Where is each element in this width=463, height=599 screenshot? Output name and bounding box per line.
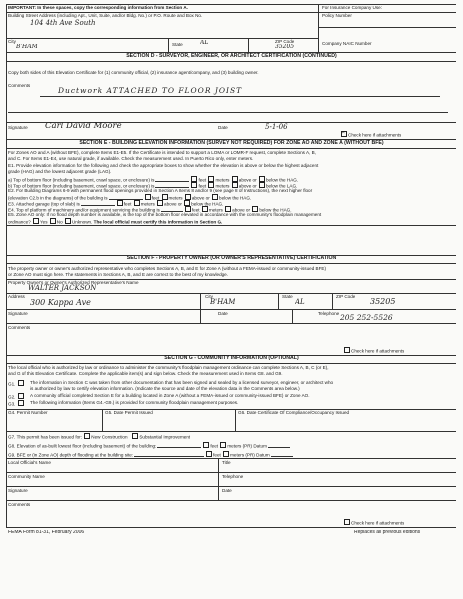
g1-text-2: is authorized by law to certify elevation information. (Indicate the source and date of the elevation data in the Comments area below.) (30, 386, 300, 391)
section-e-e1-2: grade (HAG) and the lowest adjacent grade (LAG). (8, 169, 112, 174)
g6-label: G6. Date Certificate Of Compliance/Occupancy Issued (238, 410, 350, 415)
section-f-date-label: Date (218, 311, 228, 316)
g1-text: The information in Section C was taken from other documentation that has been signed and sealed by a licensed surveyor, engineer, or architect who (30, 380, 334, 385)
section-d-date-label: Date (218, 125, 228, 130)
e4-row: E4. Top of platform of machinery and/or equipment servicing the building is feet meters above or below the HAG. (8, 207, 292, 213)
section-d-attach[interactable] (340, 131, 401, 138)
zip-label: ZIP Code (275, 39, 295, 44)
policy-number-label: Policy Number (322, 13, 352, 18)
state-label: State (172, 42, 183, 47)
section-g-title: SECTION G - COMMUNITY INFORMATION (OPTIONAL) (164, 355, 299, 361)
section-e-e2-1: E2. For Building Diagrams 6-9 with permanent flood openings provided in Section A Items 8 and/or 9 (see page 8 of Instructions), the next higher floor (8, 188, 313, 193)
section-d-attach-label: Check here if attachments (348, 132, 402, 138)
section-f-zip-label: ZIP Code (336, 294, 356, 299)
g-community-name-label: Community Name (8, 474, 45, 479)
section-e-title: SECTION E - BUILDING ELEVATION INFORMATION (SURVEY NOT REQUIRED) FOR ZONE AO AND ZONE A (WITHOUT BFE) (79, 140, 384, 146)
section-d-comments-value: Ductwork ATTACHED TO FLOOR JOIST (58, 87, 243, 95)
section-f-attach-label: Check here if attachments (351, 348, 405, 354)
section-f-title: SECTION F - PROPERTY OWNER (OR OWNER'S REPRESENTATIVE) CERTIFICATION (126, 255, 337, 261)
city-label: City (8, 39, 16, 44)
g3-text: The following information (Items G4.-G9.) is provided for community floodplain management purposes. (30, 400, 239, 405)
section-f-city-label: City (205, 294, 213, 299)
section-e-intro-1: For Zones AO and A (without BFE), complete Items E1-E5. If the Certificate is intended to support a LOMA or LOMR-F request, complete Sections A, B, (8, 150, 316, 155)
section-f-signature-label: Signature (8, 311, 28, 316)
g8-row: G8. Elevation of as-built lowest floor (including basement) of the building: feet meters (PR) Datum (8, 442, 454, 449)
section-e-intro-2: and C. For Items E1-E4, use natural grade, if available. Check the measurement used. In Puerto Rico only, enter meters. (8, 156, 254, 161)
g-signature-label: Signature (8, 488, 28, 493)
section-f-telephone-label: Telephone (318, 311, 340, 316)
g2-checkbox[interactable] (18, 393, 24, 399)
g3-row: G3. (8, 400, 25, 407)
g2-row: G2. (8, 393, 25, 400)
g5-label: G5. Date Permit Issued (105, 410, 153, 415)
e5-row: ordinance? Yes No Unknown. The local official must certify this information in Section G. (8, 219, 223, 225)
section-g-attach-checkbox[interactable] (344, 519, 350, 525)
section-d-title: SECTION D - SURVEYOR, ENGINEER, OR ARCHITECT CERTIFICATION (CONTINUED) (126, 53, 337, 59)
section-f-city-value: B'HAM (210, 298, 236, 306)
g8-feet-checkbox[interactable] (203, 442, 209, 448)
section-f-zip-value: 35205 (370, 297, 396, 306)
section-g-text-2: and G of this Elevation Certificate. Complete the applicable item(s) and sign below. Check the measurement used in Items G8. and G9. (8, 371, 283, 376)
g2-text: A community official completed Section E for a building located in Zone A (without a FEMA-issued or community-issued BFE) or Zone AO. (30, 393, 310, 398)
section-d-attach-checkbox[interactable] (341, 131, 347, 137)
g7-substantial-checkbox[interactable] (132, 433, 138, 439)
e1b-row: b) Top of bottom floor (including basement, crawl space, or enclosure) is feet meters above or below the LAG. (8, 183, 298, 189)
g-title-label: Title (222, 460, 231, 465)
e1a-row: a) Top of bottom floor (including basement, crawl space, or enclosure) is feet meters above or below the HAG. (8, 177, 299, 183)
section-d-signature-label: Signature (8, 125, 28, 130)
g7-row: G7. This permit has been issued for: New Construction Substantial Improvement (8, 434, 191, 440)
e5-no-checkbox[interactable] (50, 218, 56, 224)
section-g-text-1: The local official who is authorized by law or ordinance to administer the community's floodplain management ordinance can complete Sections A, B, C (or E), (8, 365, 329, 370)
g9-meters-checkbox[interactable] (223, 451, 229, 457)
e2-row: (elevation C2.b in the diagrams) of the building is feet meters above or below the HAG. (8, 195, 252, 201)
g-date-label: Date (222, 488, 232, 493)
section-g-attach-label: Check here if attachments (351, 520, 405, 526)
g9-feet-checkbox[interactable] (206, 451, 212, 457)
g8-meters-checkbox[interactable] (220, 442, 226, 448)
g-official-name-label: Local Official's Name (8, 460, 51, 465)
footer-form-id: FEMA Form 81-31, February 2006 (8, 530, 85, 535)
section-e-e5-1: E5. Zone AO only: If no flood depth number is available, is the top of the bottom floor elevated in accordance with the community's floodplain management (8, 212, 322, 217)
building-address-value: 104 4th Ave South (30, 19, 96, 27)
g9-row: G9. BFE or (in Zone AO) depth of flooding at the building site: feet meters (PR) Datum (8, 451, 454, 458)
g1-row: G1. (8, 380, 25, 387)
g1-checkbox[interactable] (18, 380, 24, 386)
zip-value: 35205 (275, 44, 295, 50)
section-f-address-value: 300 Kappa Ave (30, 298, 91, 307)
section-f-text-2: or Zone AO must sign here. The statements in Sections A, B, and E are correct to the best of my knowledge. (8, 272, 229, 277)
section-d-signature-value: Carl David Moore (45, 122, 122, 131)
footer-replaces: Replaces all previous editions (354, 530, 421, 535)
g3-checkbox[interactable] (18, 400, 24, 406)
naic-label: Company NAIC Number (322, 41, 372, 46)
section-f-state-value: AL (295, 298, 305, 306)
section-f-attach[interactable] (343, 347, 404, 354)
section-f-attach-checkbox[interactable] (344, 347, 350, 353)
section-f-state-label: State (282, 294, 293, 299)
g7-new-construction-checkbox[interactable] (84, 433, 90, 439)
building-address-label: Building Street Address (including Apt., Unit, Suite, and/or Bldg. No.) or P.O. Route and Box No. (8, 13, 203, 18)
state-value: AL (200, 40, 209, 46)
section-e-e1-1: E1. Provide elevation information for the following and check the appropriate boxes to show whether the elevation is above or below the highest adjacent (8, 163, 319, 168)
section-f-text-1: The property owner or owner's authorized representative who completes Sections A, B, and E for Zone A (without a FEMA-issued or community-issued BFE) (8, 266, 326, 271)
city-value: B'HAM (16, 44, 38, 50)
g-telephone-label: Telephone (222, 474, 244, 479)
header-important: IMPORTANT: In these spaces, copy the corresponding information from Section A. (8, 5, 188, 10)
section-f-telephone-value: 205 252-5526 (340, 314, 393, 322)
insurance-use-label: For Insurance Company Use: (322, 5, 382, 10)
section-d-copy-text: Copy both sides of this Elevation Certificate for (1) community official, (2) insurance agent/company, and (3) building owner. (8, 70, 259, 75)
section-f-name-label: Property Owner's or Owner's Authorized Representative's Name (8, 280, 139, 285)
g4-label: G4. Permit Number (8, 410, 48, 415)
section-f-comments-label: Comments (8, 325, 31, 330)
section-d-comments-label: Comments (8, 83, 31, 88)
e5-unknown-checkbox[interactable] (65, 218, 71, 224)
section-d-date-value: 5-1-06 (265, 123, 288, 131)
section-f-address-label: Address (8, 294, 25, 299)
g-comments-label: Comments (8, 502, 31, 507)
e3-row: E3. Attached garage (top of slab) is feet meters above or below the HAG. (8, 201, 224, 207)
e5-yes-checkbox[interactable] (33, 218, 39, 224)
section-g-attach[interactable] (343, 519, 404, 526)
section-f-name-value: WALTER JACKSON (28, 284, 97, 292)
